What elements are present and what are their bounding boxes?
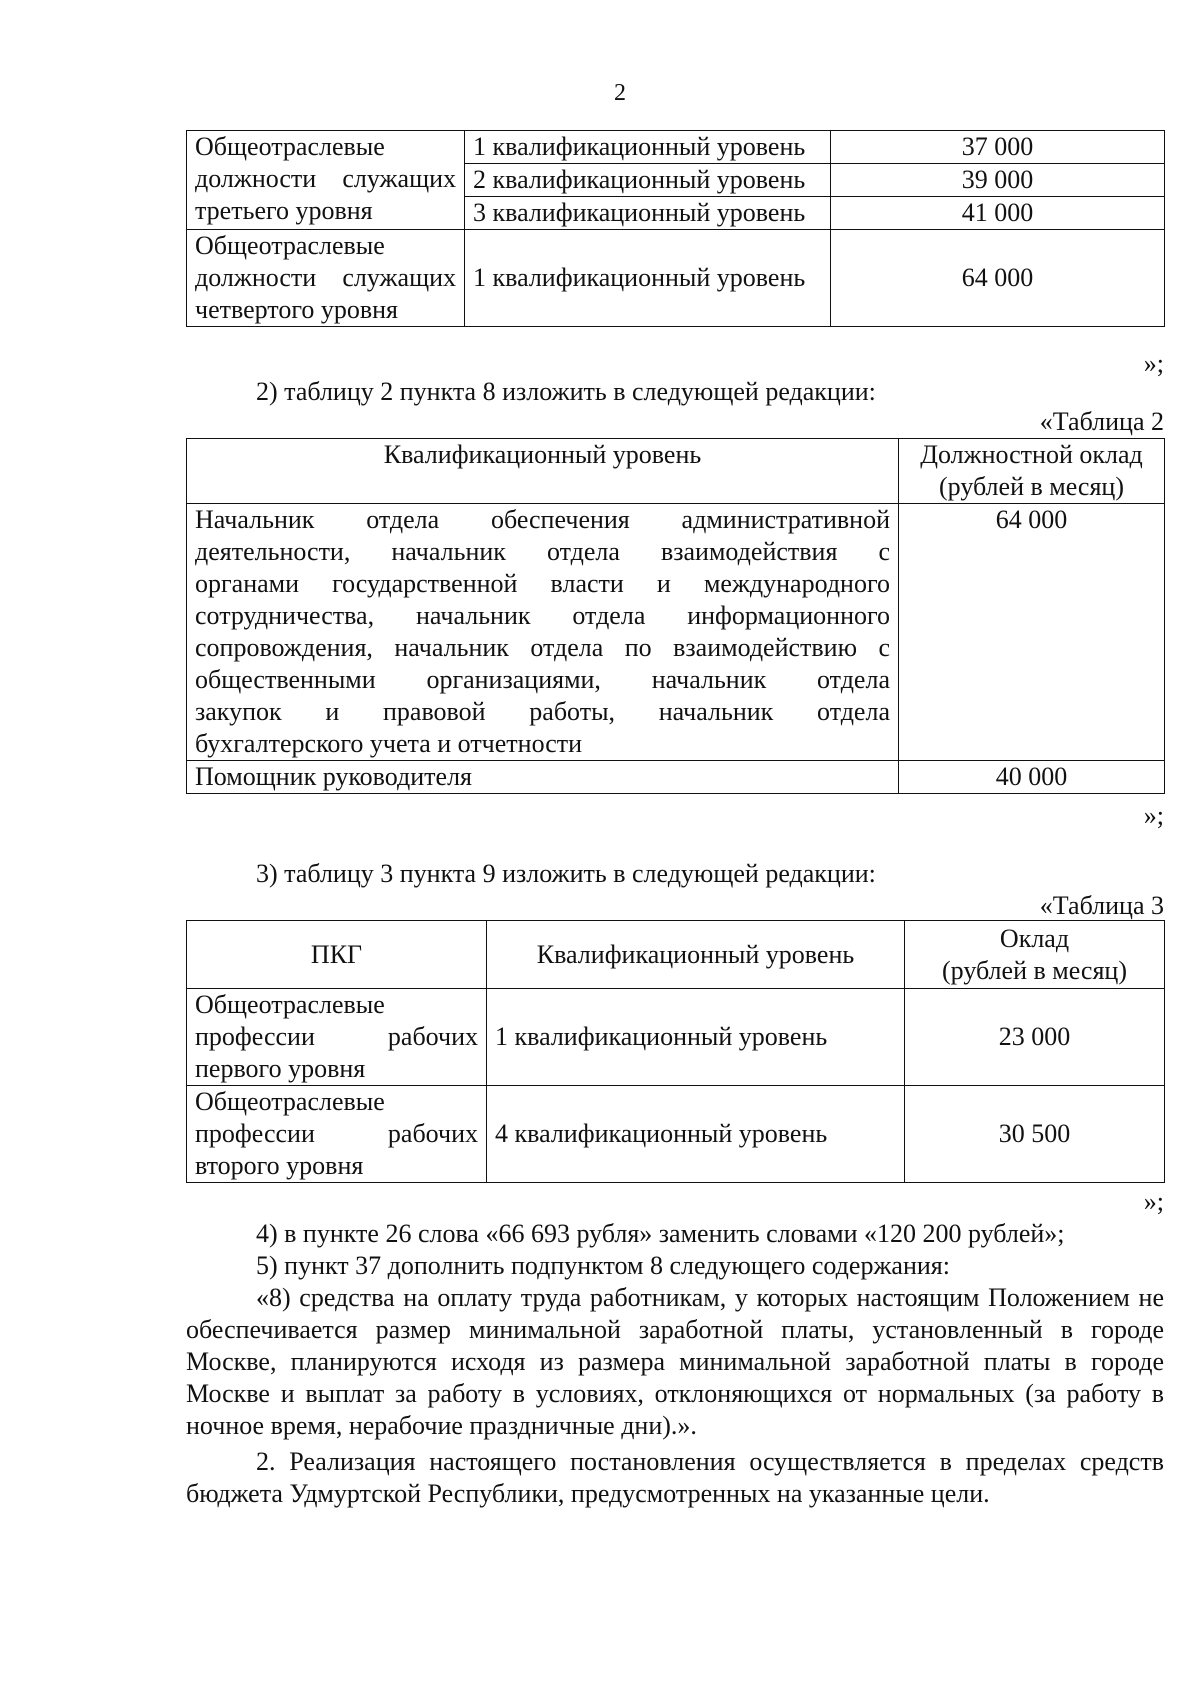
- salary-cell: 30 500: [905, 1086, 1165, 1183]
- pkg-cell: [187, 989, 487, 1086]
- salary-cell: 40 000: [899, 761, 1165, 794]
- level-cell: 4 квалификационный уровень: [487, 1086, 905, 1183]
- header-salary-line: Оклад: [999, 923, 1070, 953]
- table3-closing: »;: [1143, 1187, 1164, 1216]
- item4-paragraph: 4) в пункте 26 слова «66 693 рубля» заменить словами «120 200 рублей»;: [256, 1219, 1065, 1248]
- table-row: [187, 131, 1165, 164]
- table3-block: [186, 920, 1164, 1183]
- table1-closing: »;: [1143, 349, 1164, 378]
- level-cell: 1 квалификационный уровень: [487, 989, 905, 1086]
- header-level: Квалификационный уровень: [187, 439, 899, 504]
- item3-text: [186, 858, 1164, 890]
- position-line: бухгалтерского учета и отчетности: [195, 729, 583, 758]
- table-row: [187, 230, 1165, 327]
- table-row: [187, 989, 1165, 1086]
- table-header-row: [187, 439, 1165, 504]
- page-number: 2: [614, 80, 626, 106]
- header-salary: [905, 921, 1165, 989]
- position-line: общественными организациями, начальник отдела: [195, 665, 890, 694]
- table3-caption: «Таблица 3: [1039, 891, 1164, 920]
- item5-subparagraph: «8) средства на оплату труда работникам, у которых настоящим Положением не обеспечивается размер минимальной заработной платы, установленный в городе Москве, планируются исходя из размера минимальной заработной платы в городе Москве и выплат за работу в условиях, отклоняющихся от нормальных (за работу в ночное время, нерабочие праздничные дни).».: [186, 1283, 1164, 1440]
- table1: [186, 130, 1165, 327]
- table2-caption: «Таблица 2: [1039, 407, 1164, 436]
- item5-paragraph: 5) пункт 37 дополнить подпунктом 8 следующего содержания:: [256, 1251, 950, 1280]
- table-row: [187, 761, 1165, 794]
- position-line: органами государственной власти и международного: [195, 569, 890, 598]
- position-line: сотрудничества, начальник отдела информационного: [195, 601, 890, 630]
- item2-paragraph: 2) таблицу 2 пункта 8 изложить в следующей редакции:: [256, 377, 876, 406]
- level-cell: 2 квалификационный уровень: [465, 164, 831, 197]
- paragraph-2: 2. Реализация настоящего постановления осуществляется в пределах средств бюджета Удмуртской Республики, предусмотренных на указанные цели.: [186, 1447, 1164, 1508]
- level-cell: 1 квалификационный уровень: [465, 131, 831, 164]
- pkg-line: Общеотраслевые: [195, 990, 385, 1019]
- pkg-line: второго уровня: [195, 1151, 364, 1180]
- table1-block: [186, 130, 1164, 327]
- pkg-line: первого уровня: [195, 1054, 366, 1083]
- pkg-cell: [187, 1086, 487, 1183]
- pkg-line: должности служащих: [195, 263, 456, 292]
- level-cell: 1 квалификационный уровень: [465, 230, 831, 327]
- header-salary-line: (рублей в месяц): [939, 472, 1124, 501]
- position-line: сопровождения, начальник отдела по взаимодействию с: [195, 633, 890, 662]
- table1-pkg-cell: [187, 131, 465, 230]
- table-row: [187, 1086, 1165, 1183]
- header-salary-line: Должностной оклад: [920, 440, 1143, 469]
- pkg-line: Общеотраслевые: [195, 132, 385, 161]
- table2-block: [186, 438, 1164, 794]
- pkg-line: четвертого уровня: [195, 295, 398, 324]
- header-level: Квалификационный уровень: [487, 921, 905, 989]
- salary-cell: 64 000: [831, 230, 1165, 327]
- table2: [186, 438, 1165, 794]
- salary-cell: 64 000: [899, 504, 1165, 761]
- salary-cell: 39 000: [831, 164, 1165, 197]
- position-line: закупок и правовой работы, начальник отдела: [195, 697, 890, 726]
- pkg-line: Общеотраслевые: [195, 231, 385, 260]
- table-row: [187, 504, 1165, 761]
- pkg-line: третьего уровня: [195, 196, 373, 225]
- header-salary-line: (рублей в месяц): [942, 955, 1127, 985]
- pkg-line: Общеотраслевые: [195, 1087, 385, 1116]
- salary-cell: 23 000: [905, 989, 1165, 1086]
- table1-pkg-cell: [187, 230, 465, 327]
- table2-closing: »;: [1143, 801, 1164, 830]
- item2-text: [186, 376, 1164, 408]
- position-line: Начальник отдела обеспечения административной: [195, 505, 890, 534]
- table3: [186, 920, 1165, 1183]
- position-line: деятельности, начальник отдела взаимодействия с: [195, 537, 890, 566]
- header-pkg: ПКГ: [187, 921, 487, 989]
- pkg-line: профессии рабочих: [195, 1119, 478, 1148]
- pkg-line: должности служащих: [195, 164, 456, 193]
- header-salary: [899, 439, 1165, 504]
- level-cell: 3 квалификационный уровень: [465, 197, 831, 230]
- body-text: [186, 1218, 1164, 1510]
- salary-cell: 37 000: [831, 131, 1165, 164]
- salary-cell: 41 000: [831, 197, 1165, 230]
- position-cell: [187, 504, 899, 761]
- table-header-row: [187, 921, 1165, 989]
- pkg-line: профессии рабочих: [195, 1022, 478, 1051]
- item3-paragraph: 3) таблицу 3 пункта 9 изложить в следующей редакции:: [256, 859, 876, 888]
- position-cell: Помощник руководителя: [187, 761, 899, 794]
